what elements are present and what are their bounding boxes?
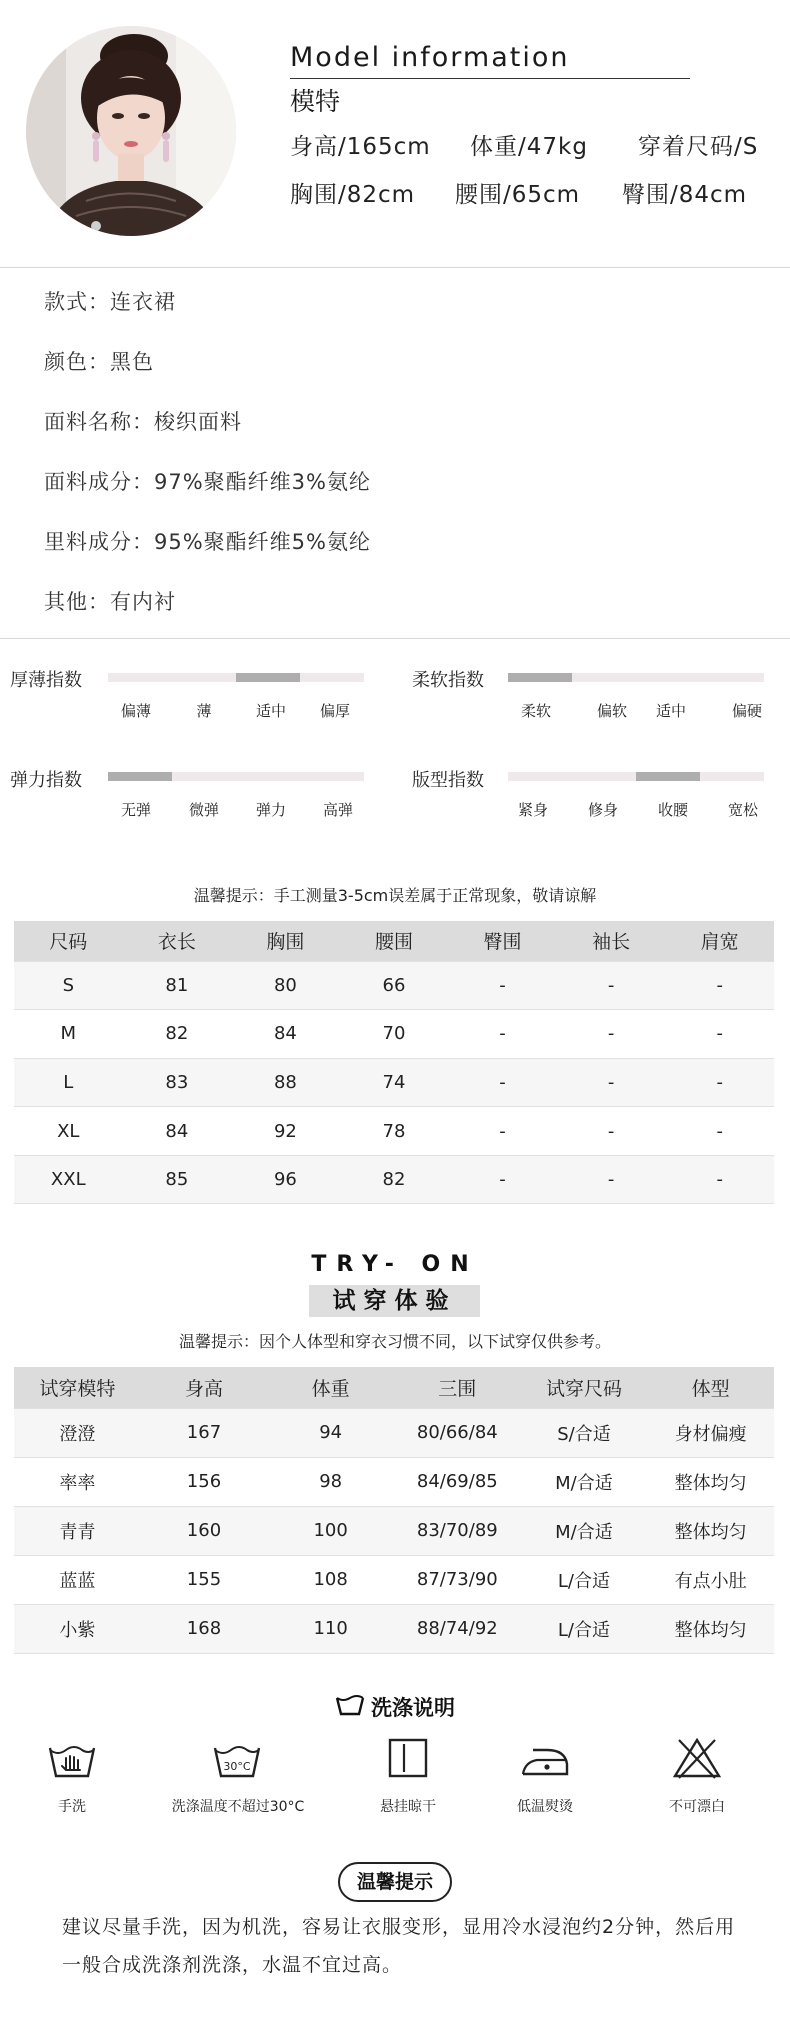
table-cell: 96 xyxy=(231,1155,340,1204)
tryon-table-header: 身高 xyxy=(141,1367,268,1408)
hand-wash-icon xyxy=(44,1736,100,1784)
table-cell: - xyxy=(557,1010,666,1059)
table-cell: M xyxy=(14,1010,123,1059)
table-cell: - xyxy=(665,1107,774,1156)
index-bar-fit xyxy=(508,772,764,781)
model-info-section xyxy=(0,0,790,268)
table-cell: 84 xyxy=(123,1107,232,1156)
index-bar-softness xyxy=(508,673,764,682)
tryon-title-en: TRY- ON xyxy=(311,1252,479,1277)
tryon-title-cn: 试穿体验 xyxy=(309,1285,480,1317)
table-cell: 蓝蓝 xyxy=(14,1555,141,1604)
index-bar-fill xyxy=(236,673,300,682)
table-cell: 80 xyxy=(231,961,340,1010)
size-table-header: 腰围 xyxy=(340,921,449,961)
table-cell: L/合适 xyxy=(521,1555,648,1604)
table-cell: 108 xyxy=(267,1555,394,1604)
index-tick: 弹力 xyxy=(255,801,287,819)
table-cell: 身材偏瘦 xyxy=(647,1408,774,1457)
index-label-fit: 版型指数 xyxy=(412,770,484,791)
table-cell: - xyxy=(557,961,666,1010)
wash-label: 悬挂晾干 xyxy=(380,1799,436,1815)
table-cell: 66 xyxy=(340,961,449,1010)
table-cell: 澄澄 xyxy=(14,1408,141,1457)
index-label-thickness: 厚薄指数 xyxy=(10,670,82,691)
table-cell: S xyxy=(14,961,123,1010)
model-info-title: Model information xyxy=(290,42,570,73)
index-tick: 偏薄 xyxy=(120,702,152,720)
model-info-subtitle: 模特 xyxy=(290,87,341,116)
table-cell: 100 xyxy=(267,1506,394,1555)
index-tick: 宽松 xyxy=(727,801,759,819)
spec-lining-composition: 里料成分：95%聚酯纤维5%氨纶 xyxy=(44,530,371,554)
table-cell: 85 xyxy=(123,1155,232,1204)
index-tick: 修身 xyxy=(587,801,619,819)
section-divider xyxy=(0,638,790,639)
table-cell: 84 xyxy=(231,1010,340,1059)
wash-label: 低温熨烫 xyxy=(517,1799,573,1815)
washing-title xyxy=(0,1692,790,1722)
index-label-elasticity: 弹力指数 xyxy=(10,770,82,791)
table-cell: 84/69/85 xyxy=(394,1457,521,1506)
index-tick: 高弹 xyxy=(322,801,354,819)
model-avatar xyxy=(26,26,236,236)
wash-label: 不可漂白 xyxy=(669,1799,725,1815)
table-cell: - xyxy=(448,1058,557,1107)
index-tick: 收腰 xyxy=(657,801,689,819)
table-cell: 70 xyxy=(340,1010,449,1059)
index-tick: 微弹 xyxy=(188,801,220,819)
model-bust: 胸围/82cm xyxy=(290,182,416,208)
model-size: 穿着尺码/S xyxy=(638,134,759,160)
table-cell: 88/74/92 xyxy=(394,1604,521,1653)
table-cell: 82 xyxy=(123,1010,232,1059)
table-cell: 有点小肚 xyxy=(647,1555,774,1604)
table-cell: 83/70/89 xyxy=(394,1506,521,1555)
model-weight: 体重/47kg xyxy=(470,134,588,160)
table-cell: 156 xyxy=(141,1457,268,1506)
size-table-header: 肩宽 xyxy=(665,921,774,961)
table-cell: 88 xyxy=(231,1058,340,1107)
table-cell: 167 xyxy=(141,1408,268,1457)
size-table-header: 袖长 xyxy=(557,921,666,961)
table-cell: 74 xyxy=(340,1058,449,1107)
table-cell: 78 xyxy=(340,1107,449,1156)
table-cell: M/合适 xyxy=(521,1457,648,1506)
table-row xyxy=(14,1155,774,1204)
tryon-table-header: 体型 xyxy=(647,1367,774,1408)
index-tick: 无弹 xyxy=(120,801,152,819)
table-cell: 168 xyxy=(141,1604,268,1653)
notice-title: 温馨提示 xyxy=(338,1862,452,1902)
model-hip: 臀围/84cm xyxy=(622,182,748,208)
size-table xyxy=(14,921,774,1204)
tryon-table-header: 体重 xyxy=(267,1367,394,1408)
table-cell: 83 xyxy=(123,1058,232,1107)
table-cell: 82 xyxy=(340,1155,449,1204)
table-cell: 整体均匀 xyxy=(647,1457,774,1506)
table-row xyxy=(14,1604,774,1653)
table-cell: L xyxy=(14,1058,123,1107)
table-cell: L/合适 xyxy=(521,1604,648,1653)
size-table-header: 衣长 xyxy=(123,921,232,961)
wash-30-glyph: 30°C xyxy=(223,1760,251,1773)
table-cell: 98 xyxy=(267,1457,394,1506)
index-tick: 适中 xyxy=(655,702,687,720)
table-row xyxy=(14,1058,774,1107)
tryon-table-header: 试穿模特 xyxy=(14,1367,141,1408)
table-cell: S/合适 xyxy=(521,1408,648,1457)
wash-label: 洗涤温度不超过30°C xyxy=(171,1799,305,1815)
table-cell: 160 xyxy=(141,1506,268,1555)
table-cell: XL xyxy=(14,1107,123,1156)
table-row xyxy=(14,1457,774,1506)
index-tick: 偏厚 xyxy=(319,702,351,720)
table-cell: 率率 xyxy=(14,1457,141,1506)
spec-fabric-name: 面料名称：梭织面料 xyxy=(44,410,242,434)
wash-tub-icon xyxy=(335,1694,365,1718)
table-cell: - xyxy=(665,961,774,1010)
table-row xyxy=(14,1010,774,1059)
table-cell: 81 xyxy=(123,961,232,1010)
size-table-tip: 温馨提示：手工测量3-5cm误差属于正常现象，敬请谅解 xyxy=(193,886,597,905)
spec-fabric-composition: 面料成分：97%聚酯纤维3%氨纶 xyxy=(44,470,371,494)
size-table-header: 尺码 xyxy=(14,921,123,961)
size-table-header: 臀围 xyxy=(448,921,557,961)
index-tick: 薄 xyxy=(196,702,212,720)
hang-dry-icon xyxy=(380,1734,436,1782)
index-bar-elasticity xyxy=(108,772,364,781)
index-bar-fill xyxy=(636,772,700,781)
index-tick: 偏硬 xyxy=(731,702,763,720)
index-tick: 适中 xyxy=(255,702,287,720)
no-bleach-icon xyxy=(669,1734,725,1782)
table-row xyxy=(14,1506,774,1555)
index-label-softness: 柔软指数 xyxy=(412,670,484,691)
tryon-table-header: 试穿尺码 xyxy=(521,1367,648,1408)
table-cell: 94 xyxy=(267,1408,394,1457)
table-cell: - xyxy=(665,1058,774,1107)
size-table-header-row xyxy=(14,921,774,961)
model-waist: 腰围/65cm xyxy=(455,182,581,208)
spec-style: 款式：连衣裙 xyxy=(44,290,176,314)
table-row xyxy=(14,1555,774,1604)
spec-color: 颜色：黑色 xyxy=(44,350,154,374)
table-cell: - xyxy=(665,1010,774,1059)
washing-title-text: 洗涤说明 xyxy=(371,1696,455,1720)
table-cell: 92 xyxy=(231,1107,340,1156)
table-row xyxy=(14,1107,774,1156)
table-row xyxy=(14,961,774,1010)
tryon-table-header: 三围 xyxy=(394,1367,521,1408)
table-row xyxy=(14,1408,774,1457)
table-cell: 87/73/90 xyxy=(394,1555,521,1604)
model-portrait-illustration xyxy=(26,26,236,236)
table-cell: 青青 xyxy=(14,1506,141,1555)
table-cell: M/合适 xyxy=(521,1506,648,1555)
index-bar-fill xyxy=(508,673,572,682)
wash-label: 手洗 xyxy=(58,1799,86,1815)
table-cell: 80/66/84 xyxy=(394,1408,521,1457)
model-height: 身高/165cm xyxy=(290,134,431,160)
table-cell: - xyxy=(557,1058,666,1107)
notice-text: 建议尽量手洗，因为机洗，容易让衣服变形，显用冷水浸泡约2分钟，然后用一般合成洗涤剂洗涤，水温不宜过高。 xyxy=(62,1916,736,1976)
table-cell: XXL xyxy=(14,1155,123,1204)
table-cell: 整体均匀 xyxy=(647,1604,774,1653)
tryon-table-header-row xyxy=(14,1367,774,1408)
table-cell: - xyxy=(448,961,557,1010)
table-cell: - xyxy=(448,1155,557,1204)
wash-30-icon xyxy=(209,1736,265,1784)
section-divider xyxy=(0,267,790,268)
low-iron-icon xyxy=(517,1738,573,1786)
spec-other: 其他：有内衬 xyxy=(44,590,176,614)
index-bar-thickness xyxy=(108,673,364,682)
table-cell: - xyxy=(557,1155,666,1204)
table-cell: - xyxy=(557,1107,666,1156)
table-cell: - xyxy=(448,1010,557,1059)
tryon-table xyxy=(14,1367,774,1654)
table-cell: 整体均匀 xyxy=(647,1506,774,1555)
index-tick: 柔软 xyxy=(520,702,552,720)
tryon-tip: 温馨提示：因个人体型和穿衣习惯不同，以下试穿仅供参考。 xyxy=(178,1332,611,1351)
index-tick: 紧身 xyxy=(517,801,549,819)
table-cell: - xyxy=(665,1155,774,1204)
table-cell: 小紫 xyxy=(14,1604,141,1653)
size-table-header: 胸围 xyxy=(231,921,340,961)
table-cell: 155 xyxy=(141,1555,268,1604)
index-bar-fill xyxy=(108,772,172,781)
model-title-underline xyxy=(290,78,690,79)
index-tick: 偏软 xyxy=(596,702,628,720)
table-cell: 110 xyxy=(267,1604,394,1653)
table-cell: - xyxy=(448,1107,557,1156)
